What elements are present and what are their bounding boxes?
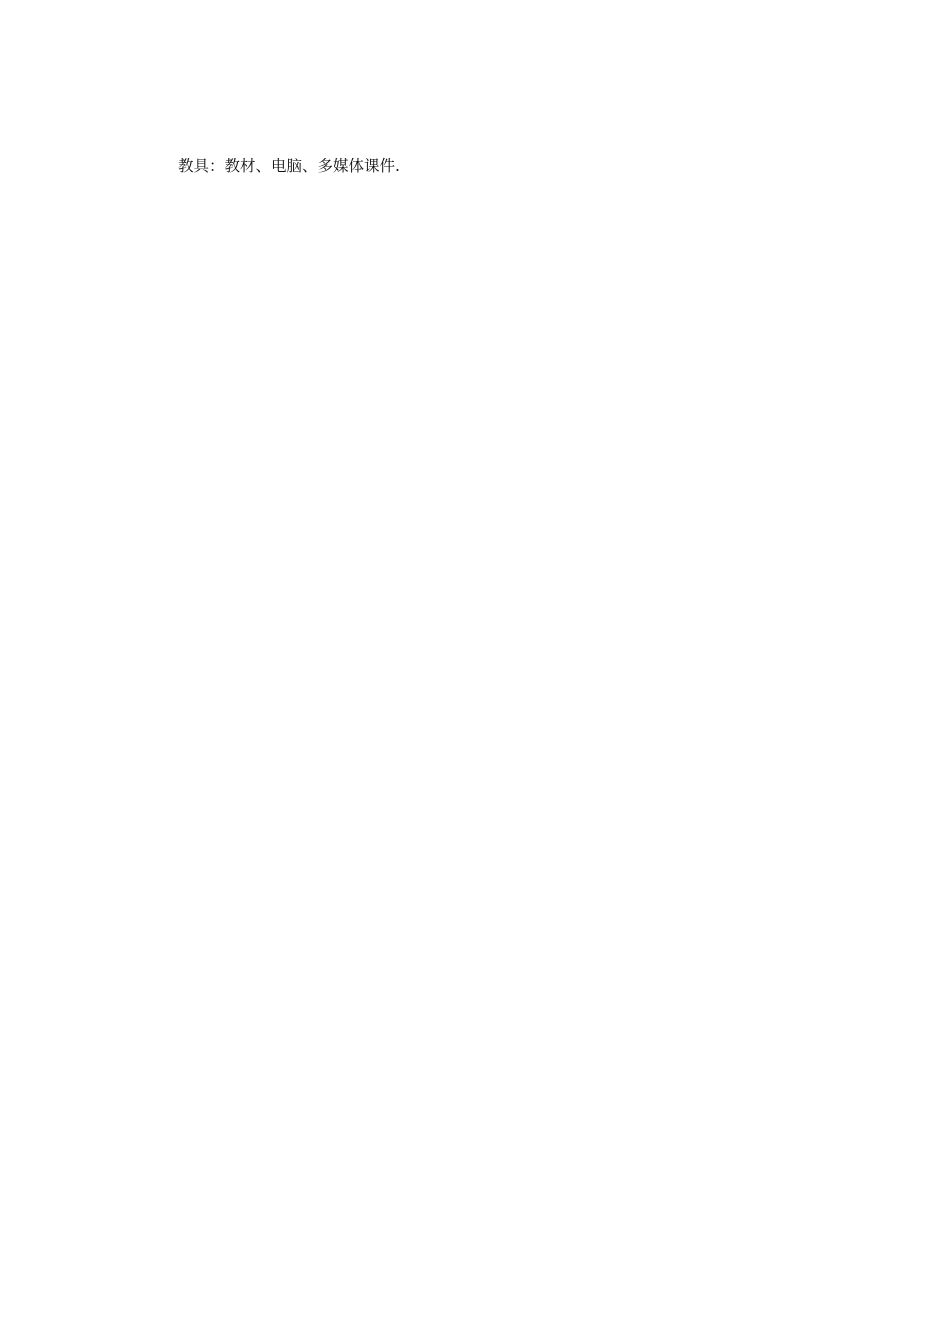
- text-line: 教具：教材、电脑、多媒体课件.: [178, 157, 400, 175]
